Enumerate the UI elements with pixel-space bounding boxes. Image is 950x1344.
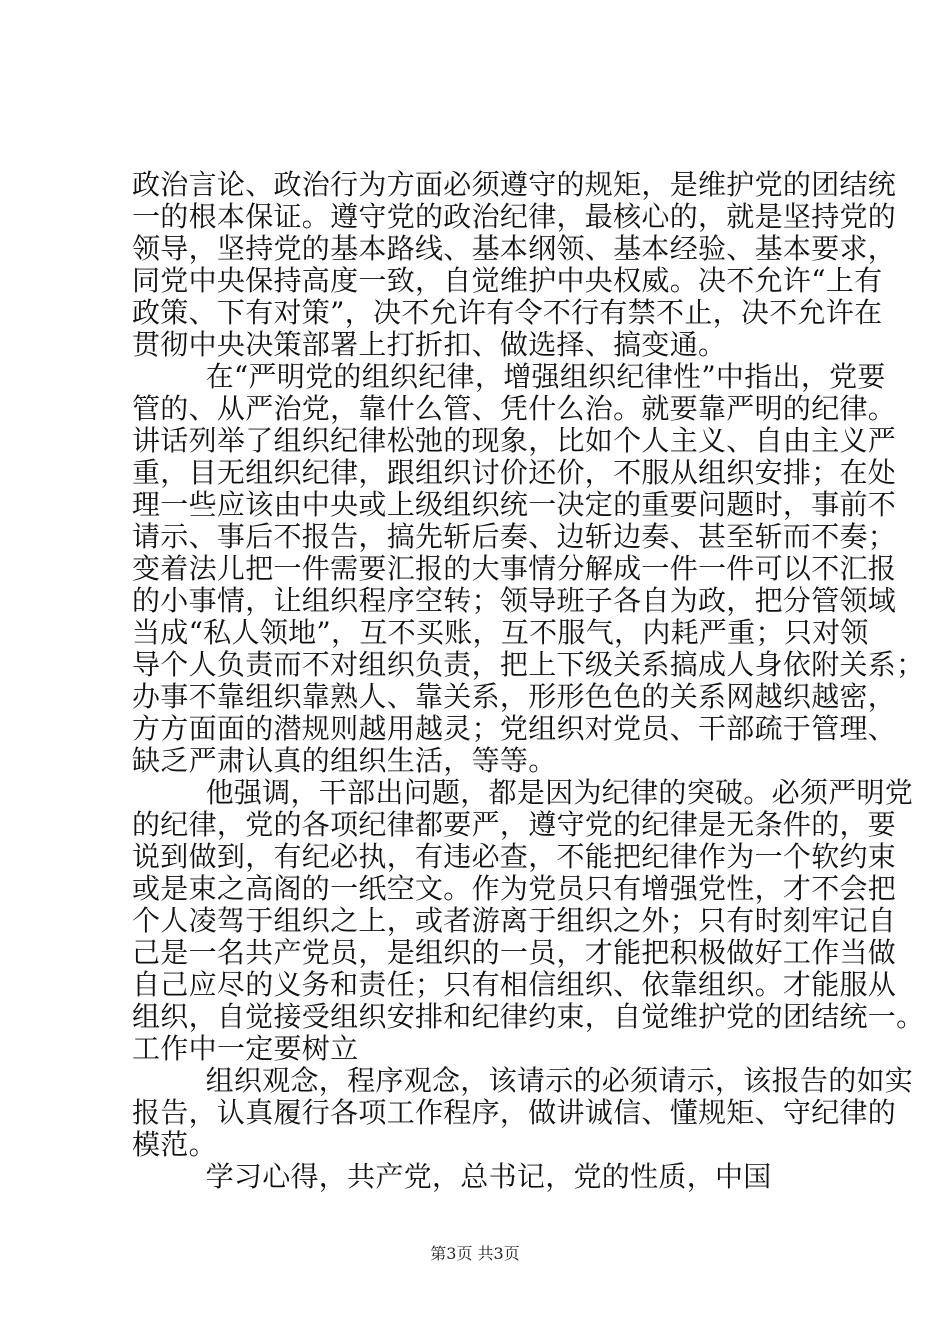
text-line: 的纪律，党的各项纪律都要严，遵守党的纪律是无条件的，要 [132,808,897,841]
text-line: 的小事情，让组织程序空转；领导班子各自为政，把分管领域 [132,584,897,617]
text-line: 在“严明党的组织纪律，增强组织纪律性”中指出，党要 [132,360,886,393]
text-line: 组织，自觉接受组织安排和纪律约束，自觉维护党的团结统一。 [132,1000,925,1033]
text-line: 他强调，干部出问题，都是因为纪律的突破。必须严明党 [132,776,914,809]
text-line: 缺乏严肃认真的组织生活，等等。 [132,744,557,777]
page-footer [0,1244,950,1264]
text-line: 同党中央保持高度一致，自觉维护中央权威。决不允许“上有 [132,264,883,297]
text-line: 说到做到，有纪必执，有违必查，不能把纪律作为一个软约束 [132,840,897,873]
text-line: 讲话列举了组织纪律松弛的现象，比如个人主义、自由主义严 [132,424,897,457]
text-line: 导个人负责而不对组织负责，把上下级关系搞成人身依附关系； [132,648,925,681]
body-text [132,168,925,1193]
text-line: 或是束之高阁的一纸空文。作为党员只有增强党性，才不会把 [132,872,897,905]
text-line: 组织观念，程序观念，该请示的必须请示，该报告的如实 [132,1064,914,1097]
text-line: 贯彻中央决策部署上打折扣、做选择、搞变通。 [132,328,727,361]
text-line: 己是一名共产党员，是组织的一员，才能把积极做好工作当做 [132,936,897,969]
text-line: 学习心得，共产党，总书记，党的性质，中国 [132,1160,772,1193]
text-line: 重，目无组织纪律，跟组织讨价还价，不服从组织安排；在处 [132,456,897,489]
page-number-label: 第3页 共3页 [430,1244,520,1263]
text-line: 工作中一定要树立 [132,1032,359,1065]
text-line: 一的根本保证。遵守党的政治纪律，最核心的，就是坚持党的 [132,200,897,233]
text-line: 方方面面的潜规则越用越灵；党组织对党员、干部疏于管理、 [132,712,897,745]
text-line: 办事不靠组织靠熟人、靠关系，形形色色的关系网越织越密， [132,680,897,713]
text-line: 变着法儿把一件需要汇报的大事情分解成一件一件可以不汇报 [132,552,897,585]
text-line: 政策、下有对策”，决不允许有令不行有禁不止，决不允许在 [132,296,883,329]
text-line: 理一些应该由中央或上级组织统一决定的重要问题时，事前不 [132,488,897,521]
text-line: 请示、事后不报告，搞先斩后奏、边斩边奏、甚至斩而不奏； [132,520,897,553]
text-line: 领导，坚持党的基本路线、基本纲领、基本经验、基本要求， [132,232,897,265]
text-line: 当成“私人领地”，互不买账，互不服气，内耗严重；只对领 [132,616,869,649]
text-line: 模范。 [132,1128,217,1161]
text-line: 个人凌驾于组织之上，或者游离于组织之外；只有时刻牢记自 [132,904,897,937]
text-line: 政治言论、政治行为方面必须遵守的规矩，是维护党的团结统 [132,168,897,201]
text-line: 管的、从严治党，靠什么管、凭什么治。就要靠严明的纪律。 [132,392,897,425]
text-line: 报告，认真履行各项工作程序，做讲诚信、懂规矩、守纪律的 [132,1096,897,1129]
text-line: 自己应尽的义务和责任；只有相信组织、依靠组织。才能服从 [132,968,897,1001]
